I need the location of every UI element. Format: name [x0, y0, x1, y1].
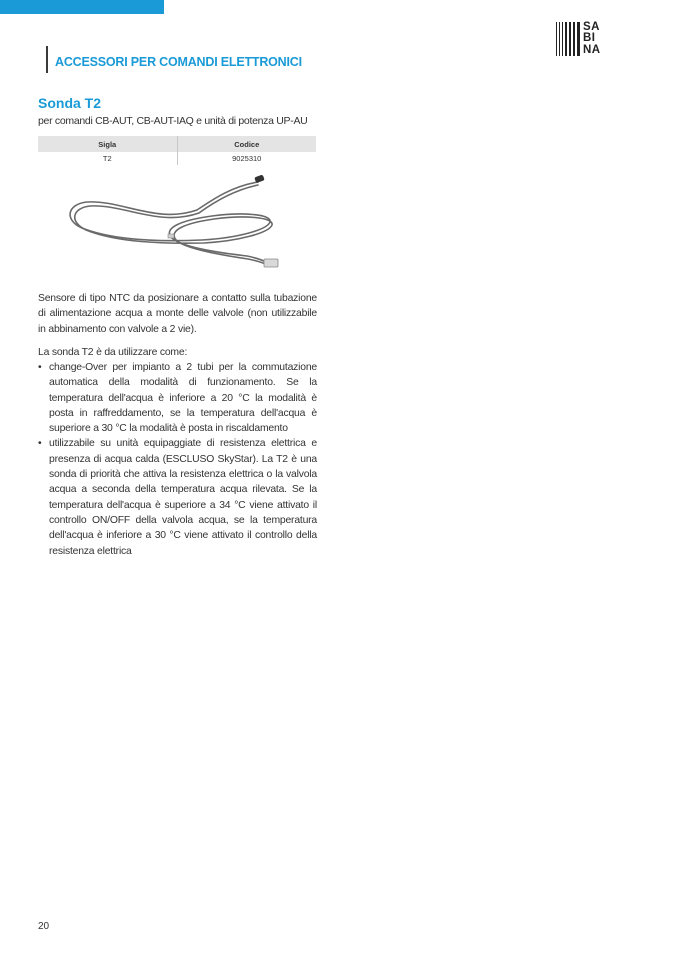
cell-sigla: T2	[38, 152, 177, 165]
product-subtitle: per comandi CB-AUT, CB-AUT-IAQ e unità di potenza UP-AU	[38, 115, 308, 127]
column-header-sigla: Sigla	[38, 136, 177, 152]
sabiana-logo	[556, 22, 616, 56]
product-title: Sonda T2	[38, 95, 102, 111]
table-header-row	[38, 136, 316, 152]
section-rule	[46, 46, 48, 73]
list-item	[38, 360, 317, 436]
description-paragraph: Sensore di tipo NTC da posizionare a contatto sulla tubazione di alimentazione acqua a monte delle valvole (non utilizzabile in abbinamento con valvole a 2 vie).	[38, 293, 317, 335]
logo-stripes	[556, 22, 580, 56]
list-item-text: change-Over per impianto a 2 tubi per la commutazione automatica della modalità di funzionamento. Se la temperatura dell'acqua è inferiore a 20 °C la modalità è posta in raffreddamento, se la temperatura dell'acqua è superiore a 30 °C la modalità è posta in riscaldamento	[49, 362, 317, 435]
sensor-cable-photo	[62, 172, 294, 276]
bullet-icon: •	[38, 362, 42, 373]
column-header-codice: Codice	[177, 136, 316, 152]
table-row	[38, 152, 316, 165]
page-number: 20	[38, 921, 50, 932]
usage-list	[38, 360, 317, 559]
cell-codice: 9025310	[232, 154, 262, 163]
connector-plug-icon	[264, 259, 278, 267]
usage-intro: La sonda T2 è da utilizzare come:	[38, 347, 188, 358]
cable-clip-icon	[168, 234, 174, 238]
list-item	[38, 436, 317, 558]
section-title: ACCESSORI PER COMANDI ELETTRONICI	[55, 55, 302, 69]
code-table	[38, 136, 316, 165]
top-accent-bar	[0, 0, 164, 14]
bullet-icon: •	[38, 438, 42, 450]
list-item-text: utilizzabile su unità equipaggiate di resistenza elettrica e presenza di acqua calda (ESCLUSO SkyStar). La T2 è una sonda di priorità che attiva la resistenza elettrica o la valvola acqua a seconda della temperatura acqua rilevata. Se la temperatura dell'acqua è superiore a 34 °C viene attivato il controllo ON/OFF della valvola acqua, se la temperatura dell'acqua è inferiore a 30 °C viene attivato il controllo della resistenza elettrica	[49, 438, 317, 557]
logo-letters: SA BI NA	[583, 21, 601, 56]
